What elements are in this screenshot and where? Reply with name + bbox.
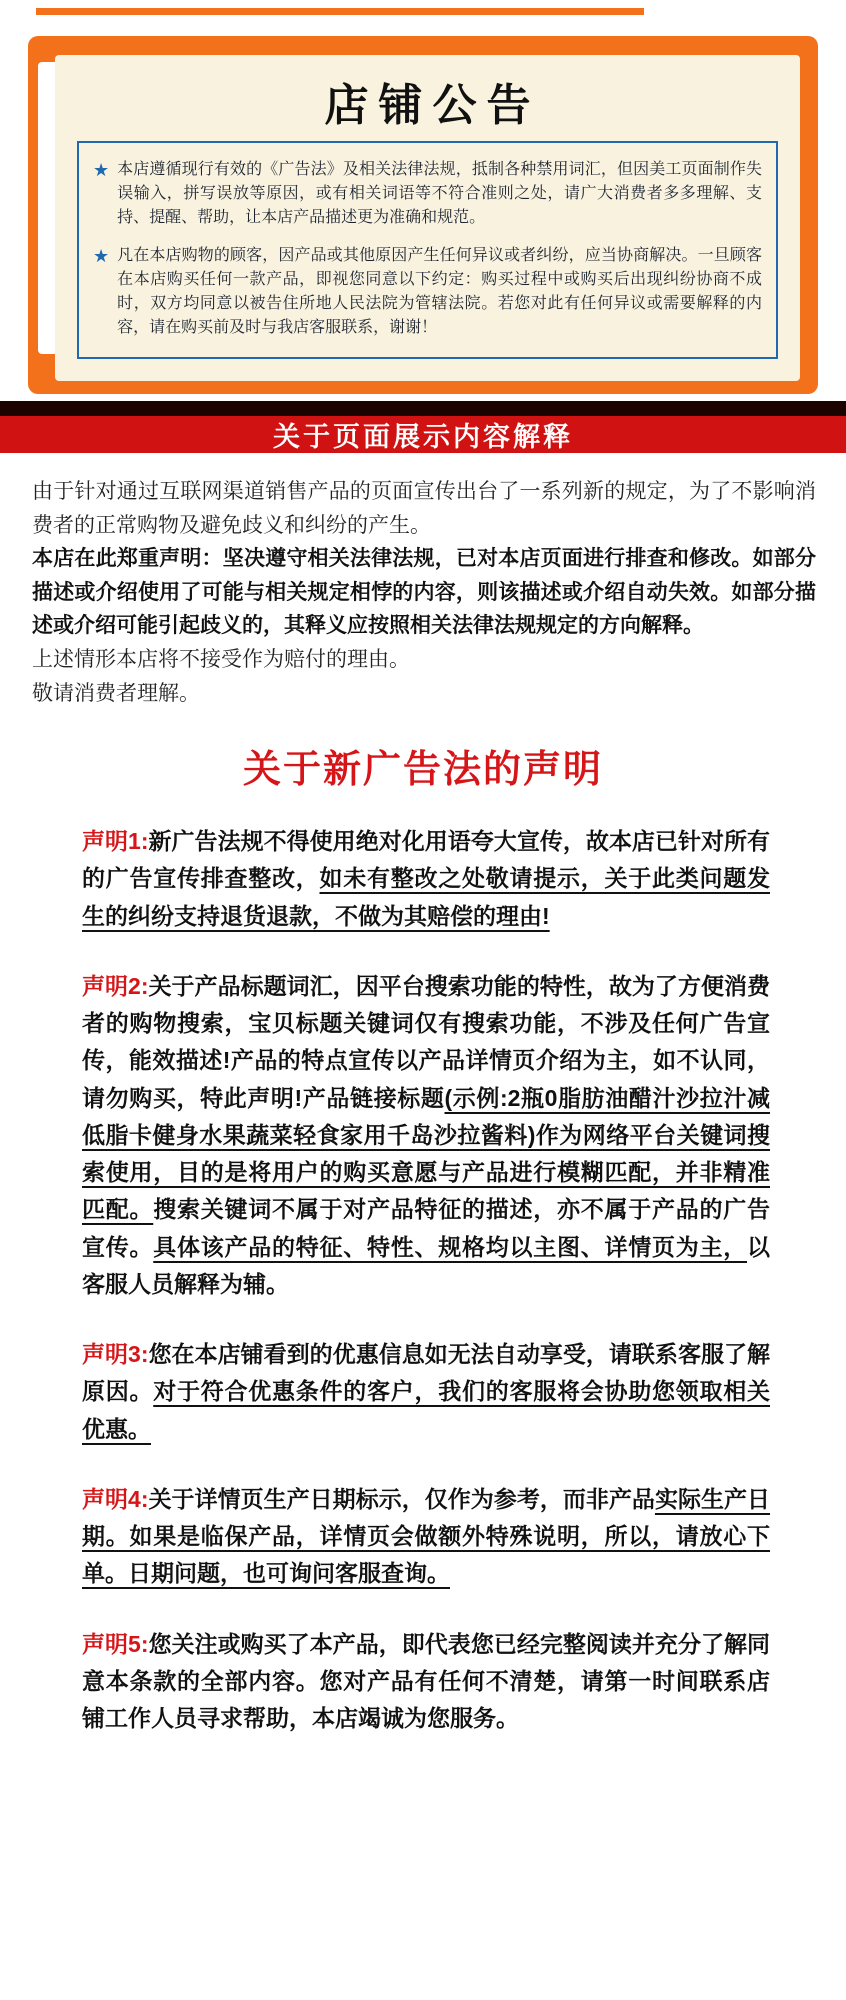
statement [82, 1626, 770, 1738]
explanation-paragraph: 敬请消费者理解。 [32, 681, 200, 705]
announcement-body [77, 141, 778, 359]
statement-label: 声明2: [82, 972, 149, 999]
star-icon: ★ [93, 160, 110, 180]
store-announcement-panel [28, 36, 818, 394]
explanation-section [0, 453, 846, 710]
statement-text-underlined: (示例:2瓶0脂肪油醋汁沙拉汁减低脂卡健身水果蔬菜轻食家用千岛沙拉酱料)作为网络平台关键词搜索使用，目的是将用户的购买意愿与产品进行模糊匹配，并非精准匹配。 [82, 1084, 770, 1223]
top-ribbon [36, 8, 644, 15]
explanation-paragraph: 由于针对通过互联网渠道销售产品的页面宣传出台了一系列新的规定，为了不影响消费者的正常购物及避免歧义和纠纷的产生。 [32, 480, 816, 537]
statement-text: 搜索关键词不属于对产品特征的描述，亦不属于产品的广告宣传。 [82, 1196, 770, 1260]
statement-text: 您在本店铺看到的优惠信息如无法自动享受，请联系客服了解原因。 [82, 1341, 771, 1405]
statement-text: 关于详情页生产日期标示，仅作为参考，而非产品 [148, 1485, 655, 1512]
announcement-bullet [93, 158, 762, 230]
explanation-paragraph: 上述情形本店将不接受作为赔付的理由。 [32, 647, 410, 671]
section-banner-title: 关于页面展示内容解释 [273, 422, 573, 452]
statement-text: 关于产品标题词汇，因平台搜索功能的特性，故为了方便消费者的购物搜索，宝贝标题关键词仅有搜索功能，不涉及任何广告宣传，能效描述!产品的特点宣传以产品详情页介绍为主，如不认同，请勿购买，特此声明!产品链接标题 [82, 972, 771, 1111]
section-banner [0, 416, 846, 453]
announcement-bullet-text: 凡在本店购物的顾客，因产品或其他原因产生任何异议或者纠纷，应当协商解决。一旦顾客在本店购买任何一款产品，即视您同意以下约定：购买过程中或购买后出现纠纷协商不成时，双方均同意以被告住所地人民法院为管辖法院。若您对此有任何异议或需要解释的内容，请在购买前及时与我店客服联系，谢谢！ [117, 247, 762, 336]
statement-text-underlined: 实际生产日期。如果是临保产品，详情页会做额外特殊说明，所以，请放心下单。日期问题，也可询问客服查询。 [82, 1485, 771, 1587]
announcement-card [55, 55, 800, 381]
divider-bar [0, 401, 846, 416]
statement-text: 以客服人员解释为辅。 [82, 1233, 770, 1297]
statement-text-underlined: 具体该产品的特征、特性、规格均以主图、详情页为主， [153, 1233, 747, 1260]
statement [82, 1481, 770, 1593]
statement-label: 声明4: [82, 1485, 149, 1512]
statement [82, 1336, 770, 1448]
announcement-title: 店铺公告 [324, 81, 541, 130]
statement [82, 968, 770, 1303]
explanation-paragraph: 本店在此郑重声明：坚决遵守相关法律法规，已对本店页面进行排查和修改。如部分描述或介绍使用了可能与相关规定相悖的内容，则该描述或介绍自动失效。如部分描述或介绍可能引起歧义的，其释义应按照相关法律法规规定的方向解释。 [32, 547, 816, 638]
announcement-bullet [93, 244, 762, 340]
statement-text: 您关注或购买了本产品，即代表您已经完整阅读并充分了解同意本条款的全部内容。您对产品有任何不清楚，请第一时间联系店铺工作人员寻求帮助，本店竭诚为您服务。 [82, 1630, 771, 1732]
statement-text: 新广告法规不得使用绝对化用语夸大宣传，故本店已针对所有的广告宣传排查整改， [82, 828, 771, 892]
star-icon: ★ [93, 246, 110, 266]
statement-text-underlined: 对于符合优惠条件的客户，我们的客服将会协助您领取相关优惠。 [82, 1378, 770, 1442]
statement-text-underlined: 如未有整改之处敬请提示，关于此类问题发生的纠纷支持退货退款，不做为其赔偿的理由! [82, 865, 770, 929]
announcement-bullet-text: 本店遵循现行有效的《广告法》及相关法律法规，抵制各种禁用词汇，但因美工页面制作失误输入，拼写误放等原因，或有相关词语等不符合准则之处，请广大消费者多多理解、支持、提醒、帮助，让本店产品描述更为准确和规范。 [117, 161, 762, 226]
statements-section [0, 793, 846, 1797]
statement-label: 声明5: [82, 1630, 149, 1657]
statement-label: 声明3: [82, 1341, 149, 1368]
declaration-title: 关于新广告法的声明 [242, 749, 603, 792]
statement [82, 823, 770, 935]
statement-label: 声明1: [82, 828, 149, 855]
